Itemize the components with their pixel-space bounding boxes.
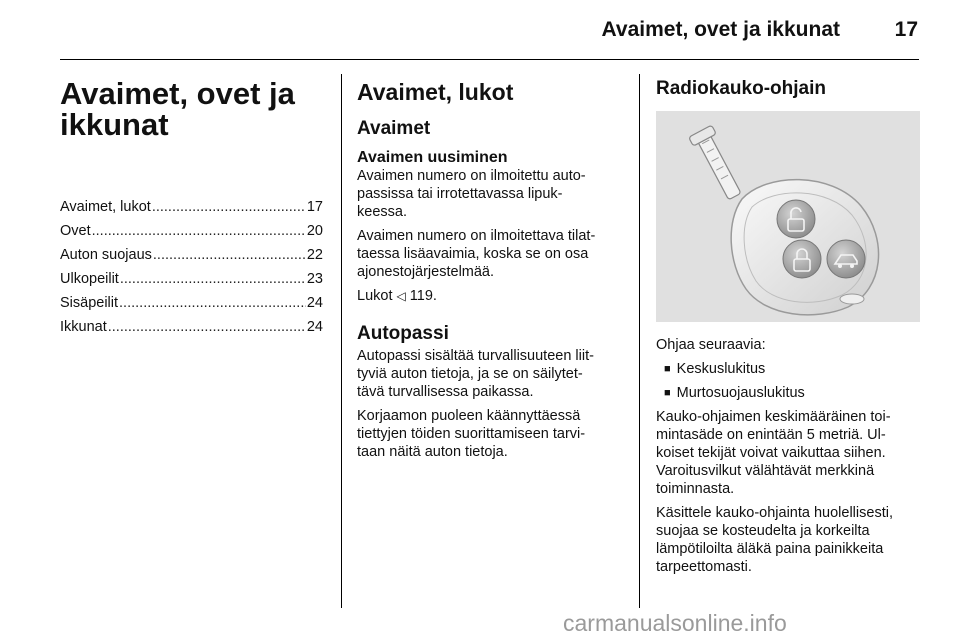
- renewal-paragraph-2: Avaimen numero on ilmoitettava tilat- taessa lisäavaimia, koska se on osa ajonestojärjestelmää.: [357, 228, 596, 280]
- bullet-square-icon: ■: [664, 387, 671, 399]
- bullet-square-icon: ■: [664, 363, 671, 375]
- chapter-title: Avaimet, ovet ja ikkunat: [60, 76, 295, 142]
- toc-entry[interactable]: Ikkunat ..... 24: [60, 315, 323, 339]
- renewal-paragraph-1: Avaimen numero on ilmoitettu auto- passissa tai irrotettavassa lipuk- keessa.: [357, 168, 586, 220]
- section-subtitle: Avaimet: [357, 118, 431, 139]
- autopassi-paragraph-1: Autopassi sisältää turvallisuuteen liit- tyviä auton tietoja, ja se on säilytet- tävä turvallisessa paikassa.: [357, 348, 594, 400]
- page-number: 17: [894, 18, 918, 41]
- list-item: ■ Keskuslukitus: [664, 361, 766, 377]
- watermark-text: carmanualsonline.info: [563, 610, 787, 636]
- renewal-heading: Avaimen uusiminen: [357, 149, 508, 166]
- toc-entry[interactable]: Ovet ..... 20: [60, 219, 323, 243]
- locks-reference[interactable]: Lukot ◁ 119.: [357, 288, 437, 304]
- keys-column: [357, 74, 621, 467]
- list-item: ■ Murtosuojauslukitus: [664, 385, 805, 401]
- toc-entry[interactable]: Auton suojaus ..... 22: [60, 243, 323, 267]
- remote-key-illustration: [656, 111, 920, 322]
- autopassi-paragraph-2: Korjaamon puoleen käännyttäessä tiettyjen töiden suorittamiseen tarvi- taan näitä auton tietoja.: [357, 408, 586, 460]
- header-divider: [60, 59, 919, 60]
- remote-column: [656, 74, 920, 582]
- remote-key-icon: [656, 111, 920, 322]
- chapter-column: [60, 74, 323, 339]
- reference-arrow-icon: ◁: [396, 289, 406, 303]
- remote-heading: Radiokauko-ohjain: [656, 78, 826, 99]
- remote-range-paragraph: Kauko-ohjaimen keskimääräinen toi- mintasäde on enintään 5 metriä. Ul- koiset tekijät voivat vaikuttaa siihen. Varoitusvilkut välähtävät merkkinä toiminnasta.: [656, 409, 891, 497]
- remote-intro: Ohjaa seuraavia:: [656, 337, 766, 353]
- column-divider-2: [639, 74, 640, 608]
- toc-entry[interactable]: Avaimet, lukot ..... 17: [60, 195, 323, 219]
- remote-care-paragraph: Käsittele kauko-ohjainta huolellisesti, suojaa se kosteudelta ja korkeilta lämpötiloilta äläkä paina painikkeita tarpeettomasti.: [656, 505, 893, 575]
- section-title: Avaimet, lukot: [357, 79, 514, 105]
- running-header-title: Avaimet, ovet ja ikkunat: [601, 18, 840, 41]
- toc-entry[interactable]: Sisäpeilit ..... 24: [60, 291, 323, 315]
- table-of-contents: [60, 195, 323, 339]
- autopassi-heading: Autopassi: [357, 323, 449, 344]
- column-divider-1: [341, 74, 342, 608]
- toc-entry[interactable]: Ulkopeilit ..... 23: [60, 267, 323, 291]
